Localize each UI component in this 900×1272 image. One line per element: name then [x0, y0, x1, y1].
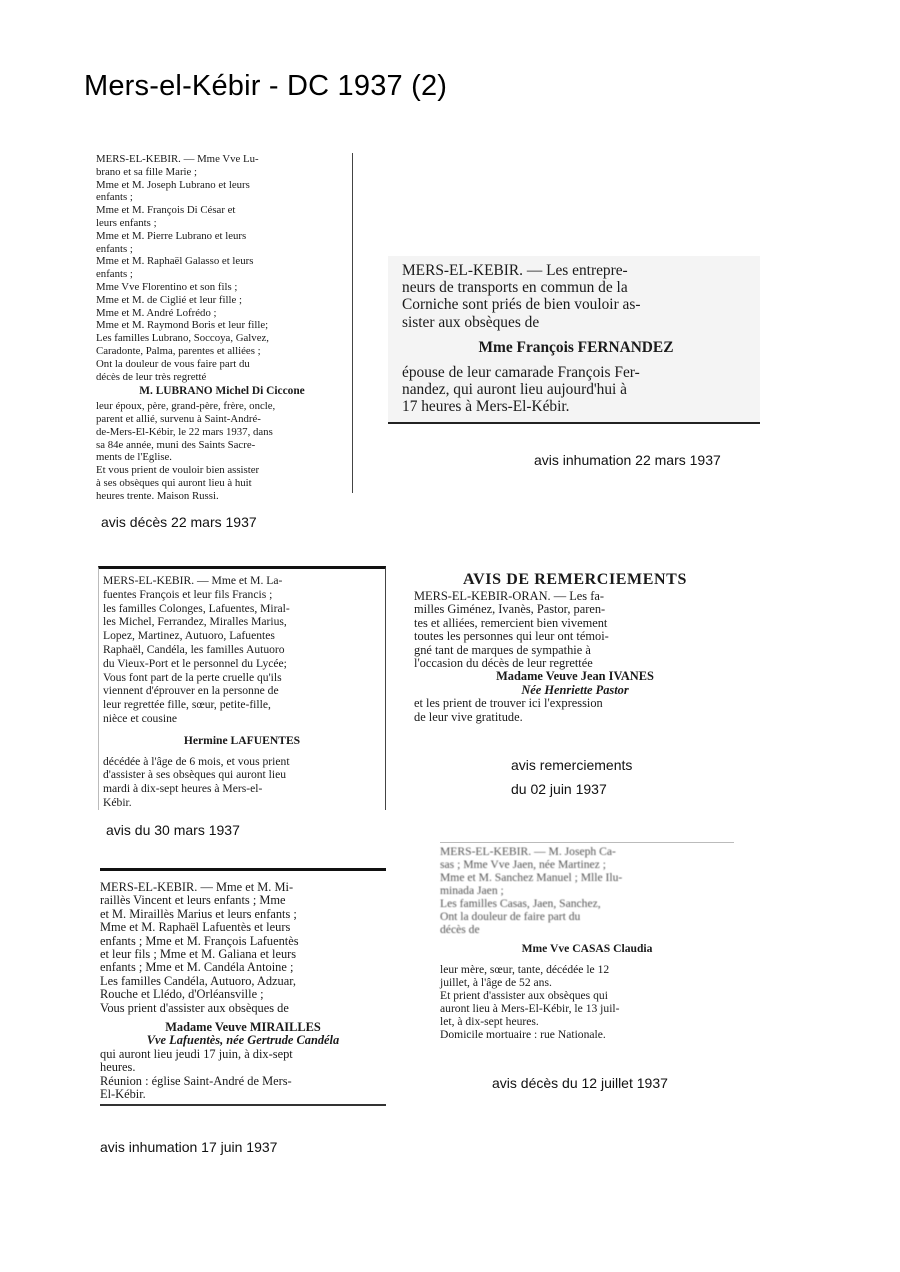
- text-line: brano et sa fille Marie ;: [96, 165, 198, 178]
- text-line: Mme et M. Raphaël Lafuentès et leurs: [100, 920, 291, 935]
- deceased-name: Madame Veuve MIRAILLES: [165, 1020, 321, 1035]
- text-line: auront lieu à Mers-El-Kébir, le 13 juil-: [440, 1002, 620, 1015]
- text-line: d'assister à ses obsèques qui auront lieu: [103, 768, 287, 782]
- text-line: de-Mers-El-Kébir, le 22 mars 1937, dans: [96, 425, 273, 438]
- deceased-name: Mme Vve CASAS Claudia: [521, 942, 653, 955]
- text-line: ments de l'Eglise.: [96, 451, 173, 464]
- text-line: Et prient d'assister aux obsèques qui: [440, 989, 608, 1002]
- text-line: tes et alliées, remercient bien vivement: [414, 615, 608, 630]
- deceased-name: Mme François FERNANDEZ: [478, 338, 674, 356]
- text-line: nandez, qui auront lieu aujourd'hui à: [402, 381, 628, 399]
- text-line: Les familles Candéla, Autuoro, Adzuar,: [100, 973, 296, 988]
- text-line: Mme et M. Raymond Boris et leur fille;: [96, 319, 269, 332]
- text-line: enfants ; Mme et M. Candéla Antoine ;: [100, 960, 294, 975]
- deceased-name: M. LUBRANO Michel Di Ciccone: [139, 385, 305, 398]
- text-line: El-Kébir.: [100, 1087, 146, 1102]
- text-line: let, à dix-sept heures.: [440, 1015, 539, 1028]
- text-line: Mme et M. François Di César et: [96, 204, 236, 217]
- text-line: viennent d'éprouver en la personne de: [103, 684, 279, 698]
- text-line: leurs enfants ;: [96, 216, 157, 229]
- text-line: raillès Vincent et leurs enfants ; Mme: [100, 893, 286, 908]
- text-line: Kébir.: [103, 795, 132, 809]
- page-title: Mers-el-Kébir - DC 1937 (2): [84, 70, 448, 102]
- text-line: et les prient de trouver ici l'expression: [414, 696, 603, 711]
- text-line: Réunion : église Saint-André de Mers-: [100, 1073, 292, 1088]
- text-line: Mme et M. Joseph Lubrano et leurs: [96, 178, 250, 191]
- clipping-lines-after: [414, 697, 736, 724]
- clipping-fernandez: [388, 256, 760, 424]
- text-line: heures.: [100, 1060, 136, 1075]
- text-line: MERS-EL-KEBIR. — Mme et M. Mi-: [100, 880, 294, 894]
- text-line: MERS-EL-KEBIR-ORAN. — Les fa-: [414, 589, 604, 603]
- clipping-lines-blurry: [440, 845, 734, 936]
- text-line: Vous prient d'assister aux obsèques de: [100, 1000, 289, 1015]
- text-line: leur époux, père, grand-père, frère, oncle,: [96, 400, 276, 413]
- text-line: toutes les personnes qui leur ont témoi-: [414, 629, 609, 644]
- text-line: nièce et cousine: [103, 711, 178, 725]
- text-line: décès de leur très regretté: [96, 370, 207, 383]
- text-line: Mme et M. Raphaël Galasso et leurs: [96, 255, 254, 268]
- text-line: de leur vive gratitude.: [414, 709, 523, 724]
- clipping-lines-after: [402, 364, 750, 416]
- deceased-maiden-name: Vve Lafuentès, née Gertrude Candéla: [146, 1033, 340, 1048]
- clipping-lines-after: [440, 963, 734, 1041]
- clipping-lines-after: [100, 1048, 386, 1102]
- text-line: décès de: [440, 923, 480, 936]
- clipping-casas: [440, 842, 734, 1041]
- text-line: milles Giménez, Ivanès, Pastor, paren-: [414, 602, 606, 617]
- text-line: sas ; Mme Vve Jaen, née Martinez ;: [440, 858, 606, 871]
- text-line: et M. Miraillès Marius et leurs enfants ;: [100, 906, 297, 921]
- text-line: MERS-EL-KEBIR. — M. Joseph Ca-: [440, 845, 616, 858]
- text-line: neurs de transports en commun de la: [402, 279, 628, 297]
- text-line: Mme Vve Florentino et son fils ;: [96, 280, 238, 293]
- text-line: parent et allié, survenu à Saint-André-: [96, 412, 261, 425]
- text-line: Vous font part de la perte cruelle qu'ils: [103, 670, 282, 684]
- text-line: Domicile mortuaire : rue Nationale.: [440, 1028, 606, 1041]
- text-line: enfants ;: [96, 242, 133, 255]
- text-line: sa 84e année, muni des Saints Sacre-: [96, 438, 256, 451]
- caption-lubrano: avis décès 22 mars 1937: [101, 514, 257, 530]
- text-line: sister aux obsèques de: [402, 313, 540, 331]
- text-line: Mme et M. de Ciglié et leur fille ;: [96, 293, 243, 306]
- text-line: du Vieux-Port et le personnel du Lycée;: [103, 656, 287, 670]
- deceased-maiden-name: Née Henriette Pastor: [521, 682, 629, 697]
- clipping-lines: [100, 881, 386, 1015]
- clipping-lines: [103, 574, 381, 726]
- text-line: Les familles Casas, Jaen, Sanchez,: [440, 897, 601, 910]
- text-line: Les familles Lubrano, Soccoya, Galvez,: [96, 332, 269, 345]
- clipping-lines-after: [96, 400, 348, 502]
- clipping-lines: [96, 153, 348, 383]
- text-line: enfants ;: [96, 268, 133, 281]
- text-line: MERS-EL-KEBIR. — Mme et M. La-: [103, 574, 283, 587]
- text-line: Mme et M. André Lofrédo ;: [96, 306, 217, 319]
- text-line: mardi à dix-sept heures à Mers-el-: [103, 782, 263, 796]
- caption-miraille: avis inhumation 17 juin 1937: [100, 1139, 278, 1155]
- deceased-name: Madame Veuve Jean IVANES: [496, 669, 654, 684]
- caption-casas: avis décès du 12 juillet 1937: [492, 1075, 668, 1091]
- text-line: heures trente. Maison Russi.: [96, 489, 219, 502]
- text-line: Ont la douleur de faire part du: [440, 910, 581, 923]
- text-line: enfants ;: [96, 191, 133, 204]
- clipping-heading: AVIS DE REMERCIEMENTS: [463, 571, 687, 588]
- text-line: minada Jaen ;: [440, 884, 504, 897]
- text-line: enfants ; Mme et M. François Lafuentès: [100, 933, 299, 948]
- text-line: décédée à l'âge de 6 mois, et vous prient: [103, 754, 290, 768]
- text-line: MERS-EL-KEBIR. — Les entrepre-: [402, 262, 628, 279]
- text-line: Mme et M. Pierre Lubrano et leurs: [96, 229, 247, 242]
- text-line: Ont la douleur de vous faire part du: [96, 357, 250, 370]
- caption-lafuentes: avis du 30 mars 1937: [106, 822, 240, 838]
- text-line: Lopez, Martinez, Autuoro, Lafuentes: [103, 629, 275, 643]
- clipping-lafuentes: [98, 566, 386, 810]
- text-line: Corniche sont priés de bien vouloir as-: [402, 296, 641, 314]
- clipping-lines: [402, 262, 750, 331]
- text-line: MERS-EL-KEBIR. — Mme Vve Lu-: [96, 153, 259, 165]
- clipping-ivanes: [414, 570, 736, 724]
- caption-ivanes-1: avis remerciements: [511, 757, 633, 773]
- text-line: Caradonte, Palma, parentes et alliées ;: [96, 344, 261, 357]
- text-line: Raphaël, Candéla, les familles Autuoro: [103, 642, 285, 656]
- text-line: l'occasion du décès de leur regrettée: [414, 656, 593, 671]
- text-line: les Michel, Ferrandez, Miralles Marius,: [103, 615, 287, 629]
- text-line: juillet, à l'âge de 52 ans.: [440, 976, 552, 989]
- text-line: 17 heures à Mers-El-Kébir.: [402, 398, 570, 416]
- text-line: les familles Colonges, Lafuentes, Miral-: [103, 601, 290, 615]
- text-line: fuentes François et leur fils Francis ;: [103, 587, 273, 601]
- text-line: Mme et M. Sanchez Manuel ; Mlle Ilu-: [440, 871, 623, 884]
- deceased-name: Hermine LAFUENTES: [183, 733, 301, 747]
- text-line: leur regrettée fille, sœur, petite-fille,: [103, 698, 271, 712]
- text-line: à ses obsèques qui auront lieu à huit: [96, 476, 252, 489]
- clipping-lines-after: [103, 755, 381, 810]
- clipping-lubrano: [96, 153, 353, 502]
- caption-ivanes-2: du 02 juin 1937: [511, 781, 607, 797]
- clipping-lines: [414, 590, 736, 670]
- caption-fernandez: avis inhumation 22 mars 1937: [534, 452, 721, 468]
- text-line: et leur fils ; Mme et M. Galiana et leurs: [100, 947, 297, 962]
- text-line: épouse de leur camarade François Fer-: [402, 364, 640, 382]
- clipping-miraille: [100, 868, 386, 1106]
- text-line: Rouche et Llédo, d'Orléansville ;: [100, 987, 264, 1002]
- text-line: qui auront lieu jeudi 17 juin, à dix-sept: [100, 1046, 293, 1061]
- text-line: Et vous prient de vouloir bien assister: [96, 464, 260, 477]
- text-line: leur mère, sœur, tante, décédée le 12: [440, 963, 610, 976]
- text-line: gné tant de marques de sympathie à: [414, 642, 591, 657]
